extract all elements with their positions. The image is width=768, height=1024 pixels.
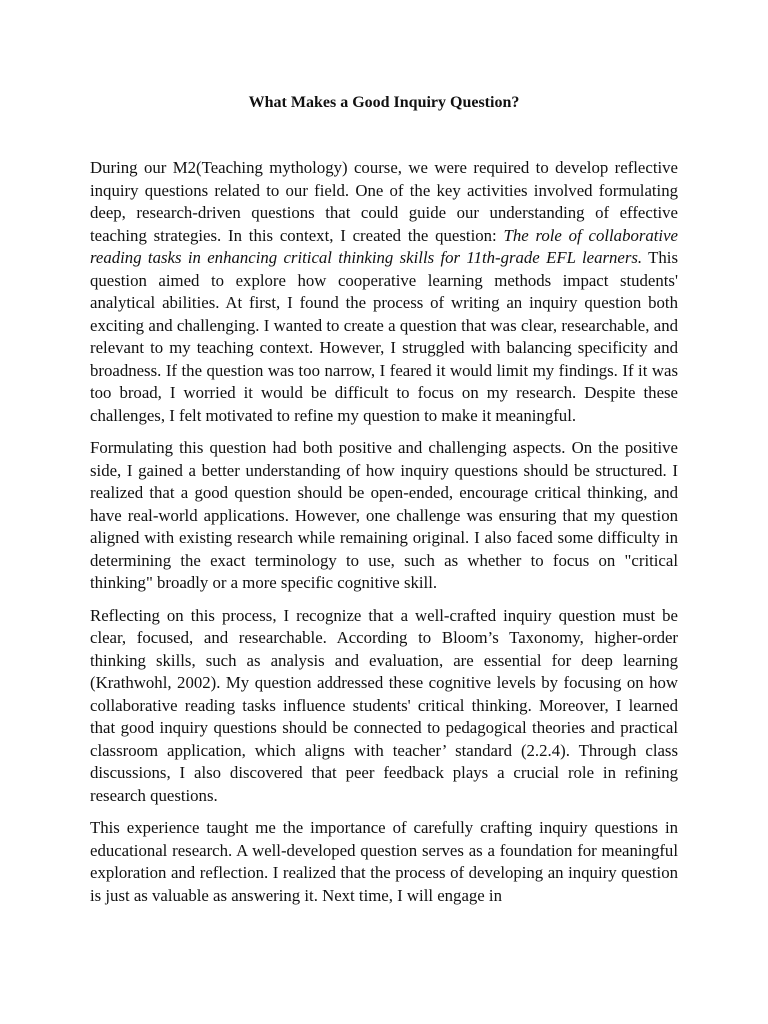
document-body: [90, 157, 678, 917]
paragraph-1: [90, 157, 678, 427]
paragraph-3: Reflecting on this process, I recognize that a well-crafted inquiry question must be clear, focused, and researchable. According to Bloom’s Taxonomy, higher-order thinking skills, such as analysis and evaluation, are essential for deep learning (Krathwohl, 2002). My question addressed these cognitive levels by focusing on how collaborative reading tasks influence students' critical thinking. Moreover, I learned that good inquiry questions should be connected to pedagogical theories and practical classroom application, which aligns with teacher’ standard (2.2.4). Through class discussions, I also discovered that peer feedback plays a crucial role in refining research questions.: [90, 605, 678, 805]
inquiry-question-italic: The role of collaborative reading tasks in enhancing critical thinking skills for 11th-grade EFL learners.: [90, 225, 678, 267]
paragraph-2: Formulating this question had both positive and challenging aspects. On the positive side, I gained a better understanding of how inquiry questions should be structured. I realized that a good question should be open-ended, encourage critical thinking, and have real-world applications. However, one challenge was ensuring that my question aligned with existing research while remaining original. I also faced some difficulty in determining the exact terminology to use, such as whether to focus on "critical thinking" broadly or a more specific cognitive skill.: [90, 438, 678, 592]
paragraph-1-text-end: This question aimed to explore how cooperative learning methods impact students' analytical abilities. At first, I found the process of writing an inquiry question both exciting and challenging. I wanted to create a question that was clear, researchable, and relevant to my teaching context. However, I struggled with balancing specificity and broadness. If the question was too narrow, I feared it would limit my findings. If it was too broad, I worried it would be difficult to focus on my research. Despite these challenges, I felt motivated to refine my question to make it meaningful.: [90, 248, 678, 425]
paragraph-1-text-start: During our M2(Teaching mythology) course, we were required to develop reflective inquiry questions related to our field. One of the key activities involved formulating deep, research-driven questions that could guide our understanding of effective teaching strategies. In this context, I created the question:: [90, 158, 678, 245]
document-title: What Makes a Good Inquiry Question?: [248, 94, 520, 111]
paragraph-4: This experience taught me the importance of carefully crafting inquiry questions in educational research. A well-developed question serves as a foundation for meaningful exploration and reflection. I realized that the process of developing an inquiry question is just as valuable as answering it. Next time, I will engage in: [90, 818, 678, 905]
